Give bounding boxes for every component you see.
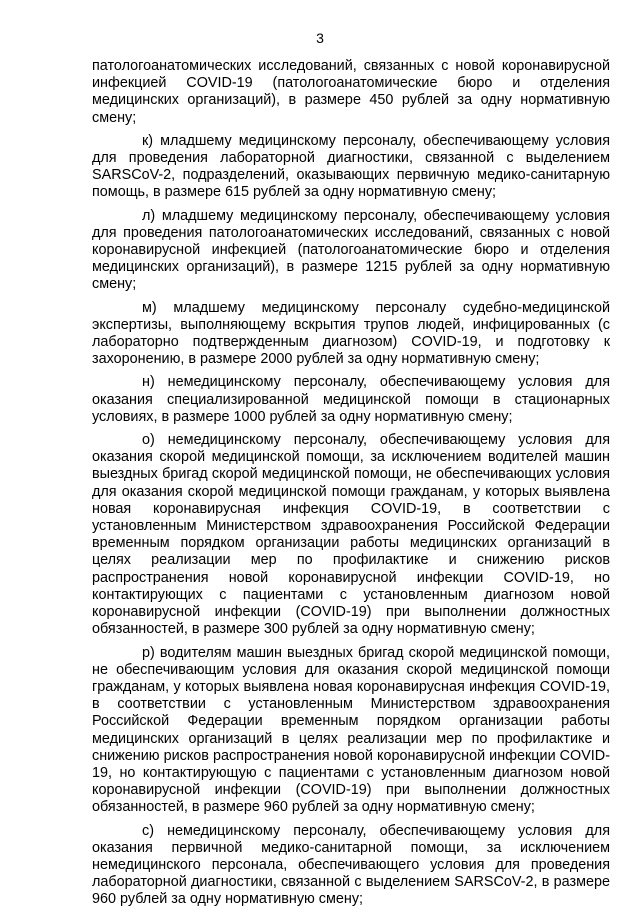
paragraph-k: к) младшему медицинскому персоналу, обеспечивающему условия для проведения лабораторной диагностики, связанной с выделением SARSCoV-2, подразделений, оказывающих первичную медико-санитарную помощь, в размере 615 рублей за одну нормативную смену; bbox=[92, 132, 610, 201]
paragraph-r: р) водителям машин выездных бригад скорой медицинской помощи, не обеспечивающим условия для оказания скорой медицинской помощи гражданам, у которых выявлена новая коронавирусная инфекция COVID-19, в соответствии с установленным Министерством здравоохранения Российской Федерации временным порядком организации работы медицинских организаций в целях реализации мер по профилактике и снижению рисков распространения новой коронавирусной инфекции COVID-19, но контактирующую с пациентами с установленным диагнозом новой коронавирусной инфекции (COVID-19) при выполнении должностных обязанностей, в размере 960 рублей за одну нормативную смену; bbox=[92, 644, 610, 816]
paragraph-continuation: патологоанатомических исследований, связанных с новой коронавирусной инфекцией COVID-19 (патологоанатомические бюро и отделения медицинских организаций), в размере 450 рублей за одну нормативную смену; bbox=[92, 58, 610, 126]
paragraph-m: м) младшему медицинскому персоналу судебно-медицинской экспертизы, выполняющему вскрытия трупов людей, инфицированных (с лабораторно подтвержденным диагнозом) COVID-19, и подготовку к захоронению, в размере 2000 рублей за одну нормативную смену; bbox=[92, 299, 610, 368]
paragraph-o: о) немедицинскому персоналу, обеспечивающему условия для оказания скорой медицинской помощи, за исключением водителей машин выездных бригад скорой медицинской помощи, не обеспечивающих условия для оказания скорой медицинской помощи гражданам, у которых выявлена новая коронавирусная инфекция COVID-19, в соответствии с установленным Министерством здравоохранения Российской Федерации временным порядком организации работы медицинских организаций в целях реализации мер по профилактике и снижению рисков распространения новой коронавирусной инфекции COVID-19, но контактирующих с пациентами с установленным диагнозом новой коронавирусной инфекции (COVID-19) при выполнении должностных обязанностей, в размере 300 рублей за одну нормативную смену; bbox=[92, 432, 610, 638]
paragraph-n: н) немедицинскому персоналу, обеспечивающему условия для оказания специализированной медицинской помощи в стационарных условиях, в размере 1000 рублей за одну нормативную смену; bbox=[92, 374, 610, 425]
document-body bbox=[92, 58, 610, 915]
paragraph-l: л) младшему медицинскому персоналу, обеспечивающему условия для проведения патологоанатомических исследований, связанных с новой коронавирусной инфекцией (патологоанатомические бюро и отделения медицинских организаций), в размере 1215 рублей за одну нормативную смену; bbox=[92, 207, 610, 293]
paragraph-s: с) немедицинскому персоналу, обеспечивающему условия для оказания первичной медико-санитарной помощи, за исключением немедицинского персонала, обеспечивающего условия для проведения лабораторной диагностики, связанной с выделением SARSCoV-2, в размере 960 рублей за одну нормативную смену; bbox=[92, 822, 610, 908]
page-number: 3 bbox=[316, 30, 324, 46]
